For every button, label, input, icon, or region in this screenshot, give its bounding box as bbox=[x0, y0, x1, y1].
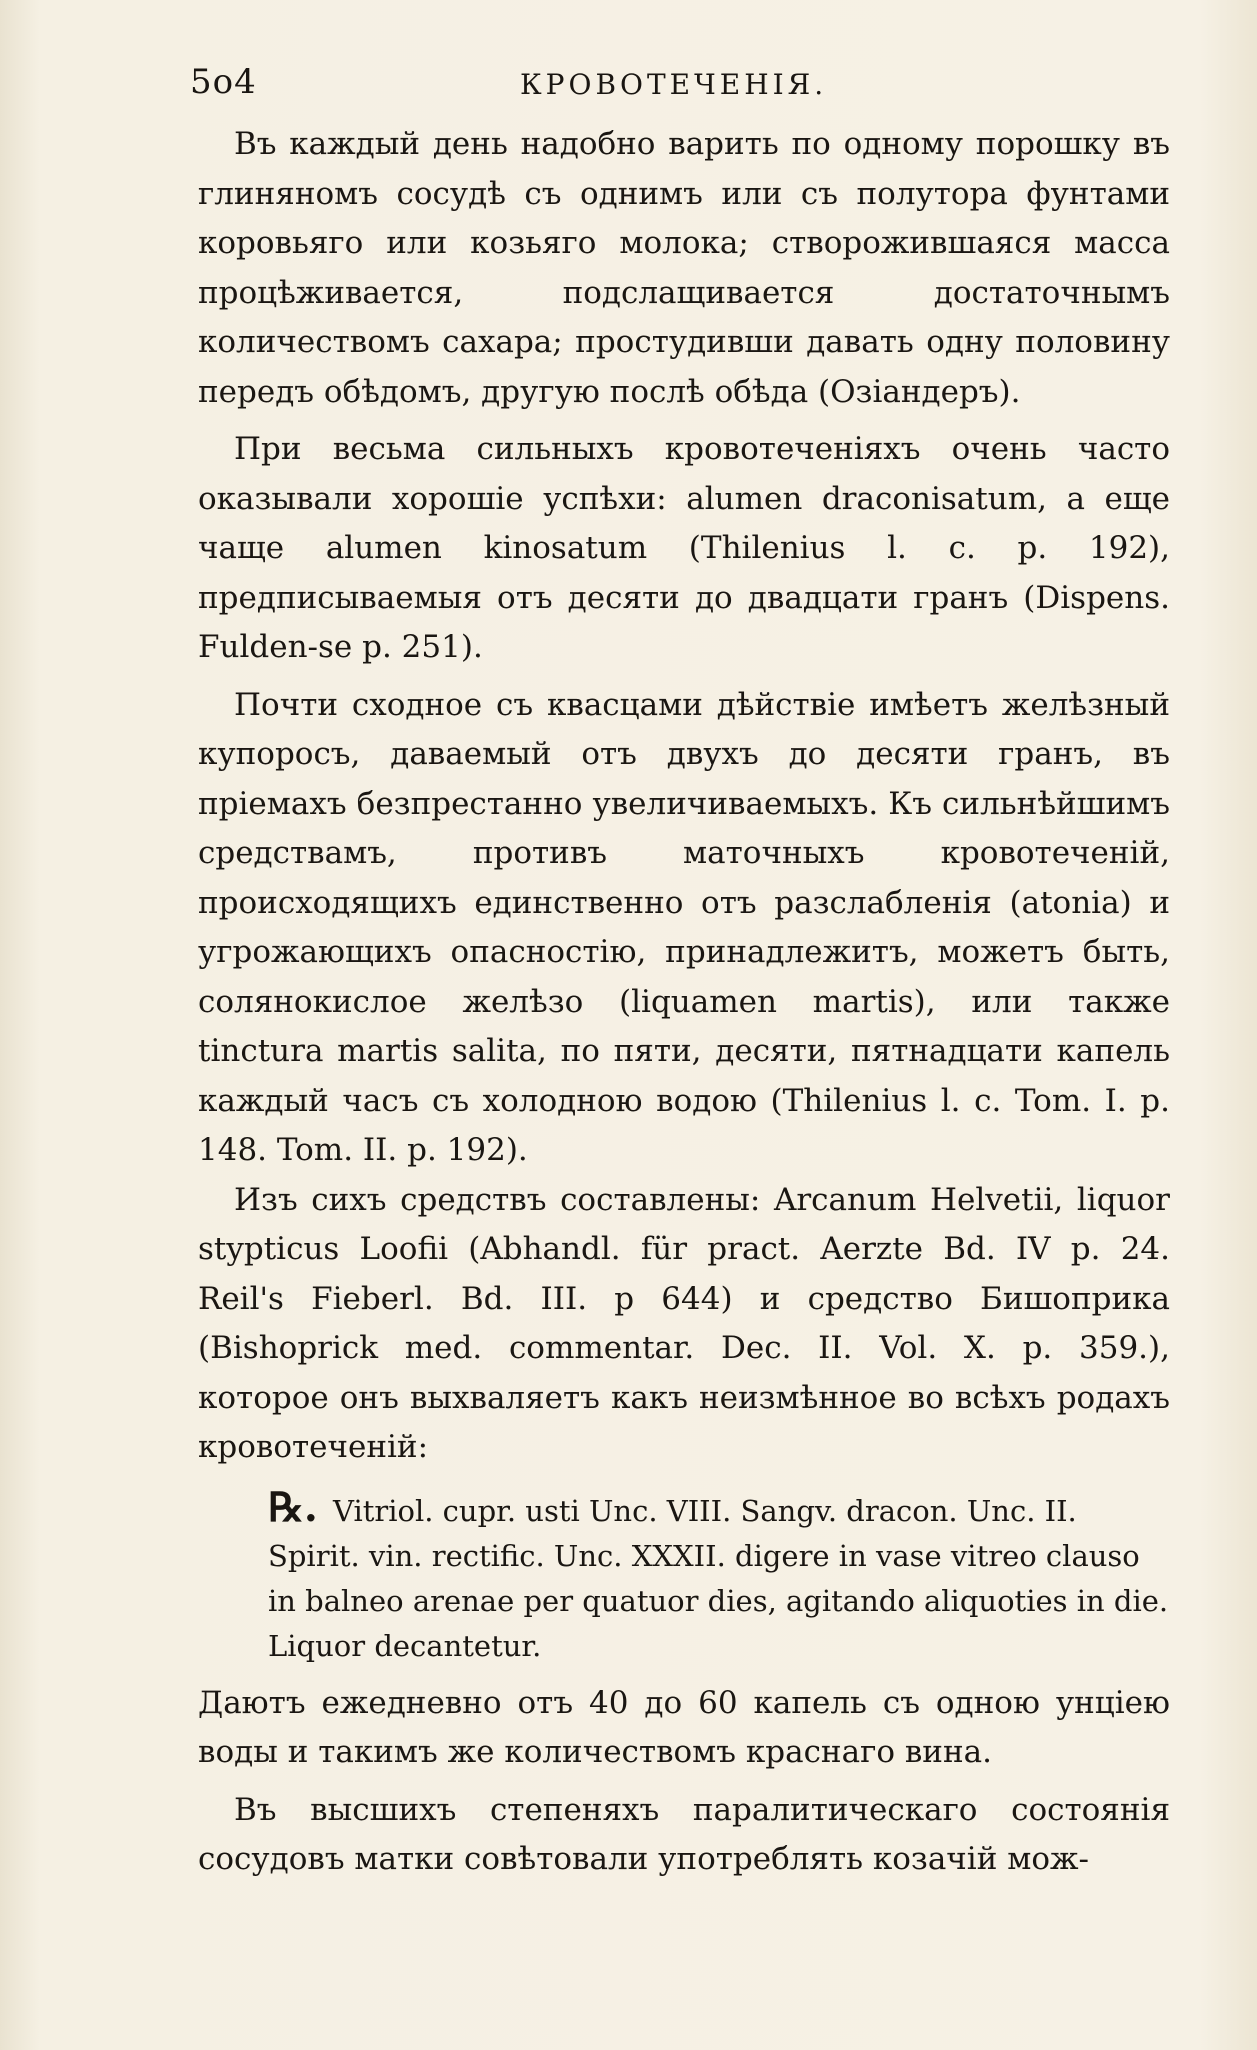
running-title: КРОВОТЕЧЕНІЯ. bbox=[520, 68, 828, 101]
recipe-text: Vitriol. cupr. usti Unc. VIII. Sangv. dracon. Unc. II. Spirit. vin. rectific. Unc. XXXII. digere in vase vitreo clauso in balneo arenae per quatuor dies, agitando aliquoties in die. Liquor decantetur. bbox=[268, 1493, 1169, 1663]
paragraph-iron-sulfate: Почти сходное съ квасцами дѣйствіе имѣетъ желѣзный купоросъ, даваемый отъ двухъ до десяти гранъ, въ пріемахъ безпрестанно увеличиваемыхъ. Къ сильнѣйшимъ средствамъ, противъ маточныхъ кровотеченій, происходящихъ единственно отъ разслабленія (atonia) и угрожающихъ опасностію, принадлежитъ, можетъ быть, солянокислое желѣзо (liquamen martis), или также tinctura martis salita, по пяти, десяти, пятнадцати капель каждый часъ съ холодною водою (Thilenius l. c. Tom. I. p. 148. Tom. II. p. 192). bbox=[198, 686, 1170, 1168]
page-header bbox=[190, 62, 1170, 112]
page-number: 5о4 bbox=[190, 62, 257, 102]
recipe-symbol-icon: ℞. bbox=[268, 1483, 318, 1531]
paragraph-dosage: Даютъ ежедневно отъ 40 до 60 капель съ одною унціею воды и такимъ же количествомъ краснаго вина. bbox=[198, 1684, 1170, 1770]
paragraph-compounds: Изъ сихъ средствъ составлены: Arcanum Helvetii, liquor stypticus Loofii (Abhandl. für pract. Aerzte Bd. IV p. 24. Reil's Fieberl. Bd. III. p 644) и средство Бишоприка (Bishoprick med. commentar. Dec. II. Vol. X. p. 359.), которое онъ выхваляетъ какъ неизмѣнное во всѣхъ родахъ кровотеченій: bbox=[198, 1181, 1170, 1465]
recipe-block bbox=[268, 1485, 1170, 1669]
paragraph-paralytic: Въ высшихъ степеняхъ паралитическаго состоянія сосудовъ матки совѣтовали употреблять козачій мож- bbox=[198, 1791, 1170, 1877]
body-text bbox=[198, 120, 1170, 1885]
paragraph-preparation: Въ каждый день надобно варить по одному порошку въ глиняномъ сосудѣ съ однимъ или съ полутора фунтами коровьяго или козьяго молока; створожившаяся масса процѣживается, подслащивается достаточнымъ количествомъ сахара; простудивши давать одну половину передъ обѣдомъ, другую послѣ обѣда (Озіандеръ). bbox=[198, 126, 1170, 410]
paragraph-alum: При весьма сильныхъ кровотеченіяхъ очень часто оказывали хорошіе успѣхи: alumen draconisatum, а еще чаще alumen kinosatum (Thilenius l. c. p. 192), предписываемыя отъ десяти до двадцати гранъ (Dispens. Fulden-se p. 251). bbox=[198, 431, 1170, 665]
